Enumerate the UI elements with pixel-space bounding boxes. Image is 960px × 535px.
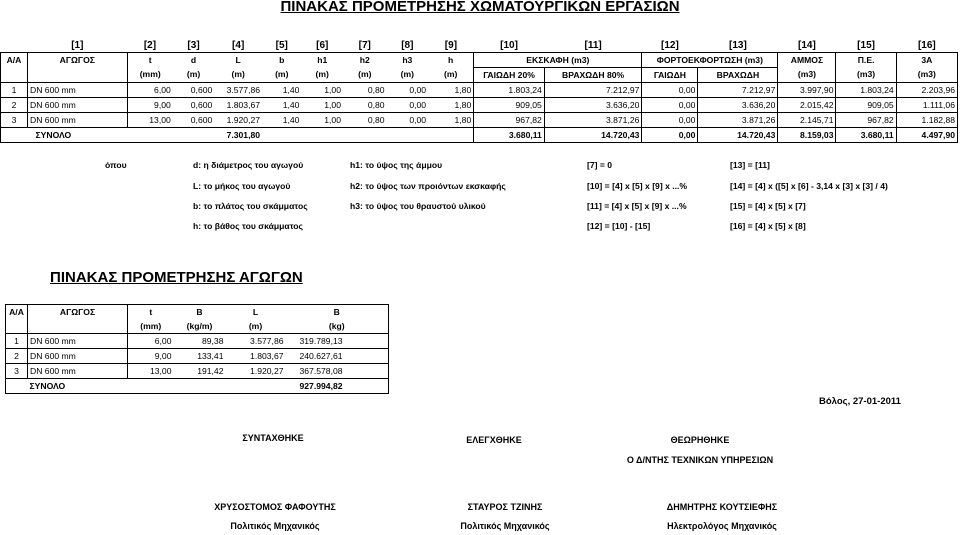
col-num: [9]: [444, 39, 458, 51]
cell-agogos: DN 600 mm: [27, 113, 127, 128]
table-row: [1, 113, 958, 128]
cell: 1,40: [262, 98, 301, 113]
cell-agogos: DN 600 mm: [27, 83, 127, 98]
units-row: [1, 68, 958, 83]
signature-role: Πολιτικός Μηχανικός: [230, 521, 320, 531]
cell: 967,82: [836, 113, 896, 128]
unit-cell: (m): [428, 68, 474, 83]
cell: 909,05: [474, 98, 545, 113]
place-date: Βόλος, 27-01-2011: [819, 396, 901, 407]
cell: 0,80: [343, 113, 387, 128]
cell: 89,38: [174, 334, 226, 349]
cell: 3.871,26: [698, 113, 778, 128]
header-h: h: [428, 53, 474, 68]
cell-aa: 1: [6, 334, 28, 349]
cell: 240.627,61: [286, 349, 389, 364]
cell: 3.997,90: [778, 83, 836, 98]
header-ammos: ΑΜΜΟΣ: [778, 53, 836, 68]
total-label: ΣΥΝΟΛΟ: [27, 128, 127, 143]
table-row: [1, 83, 958, 98]
col-num: [13]: [729, 39, 747, 51]
cell: 7.212,97: [544, 83, 642, 98]
cell: 0,00: [387, 83, 429, 98]
cell: 0,600: [173, 98, 215, 113]
header-B: B: [174, 305, 226, 320]
cell: 1.920,27: [226, 364, 286, 379]
cell: 367.578,08: [286, 364, 389, 379]
cell: 1,80: [428, 83, 474, 98]
legend-formula: [7] = 0: [587, 160, 613, 170]
cell: 2.203,96: [896, 83, 957, 98]
unit-cell: (mm): [127, 68, 173, 83]
cell: 6,00: [128, 334, 174, 349]
total-cell: 8.159,03: [778, 128, 836, 143]
cell-aa: 1: [1, 83, 28, 98]
col-num: [7]: [358, 39, 371, 51]
section-title: ΠΙΝΑΚΑΣ ΠΡΟΜΕΤΡΗΣΗΣ ΑΓΩΓΩΝ: [50, 269, 303, 286]
cell: 3.577,86: [214, 83, 262, 98]
legend-line: h1: το ύψος της άμμου: [350, 160, 443, 170]
total-length: 7.301,80: [214, 128, 262, 143]
col-num: [11]: [584, 39, 602, 51]
cell: 319.789,13: [286, 334, 389, 349]
total-value: 927.994,82: [286, 379, 389, 394]
signature-name: ΔΗΜΗΤΡΗΣ ΚΟΥΤΣΙΕΦΗΣ: [666, 502, 778, 512]
cell: 2.015,42: [778, 98, 836, 113]
unit-cell: (m3): [778, 68, 836, 83]
table-row: [6, 334, 389, 349]
legend-formula: [14] = [4] x ([5] x [6] - 3,14 x [3] x [3] / 4): [730, 181, 888, 191]
unit-cell: (m): [262, 68, 301, 83]
header-L: L: [214, 53, 262, 68]
total-row: [6, 379, 389, 394]
subheader-vraxodi: ΒΡΑΧΩΔΗ: [698, 68, 778, 83]
legend-line: h3: το ύψος του θραυστού υλικού: [350, 201, 486, 211]
cell: 1.182,88: [896, 113, 957, 128]
cell: 9,00: [128, 349, 174, 364]
legend-line: b: το πλάτος του σκάμματος: [193, 201, 308, 211]
cell: 909,05: [836, 98, 896, 113]
legend-line: h: το βάθος του σκάμματος: [193, 221, 304, 231]
cell: 0,80: [343, 83, 387, 98]
col-num: [6]: [316, 39, 329, 51]
signature-label-compiled: ΣΥΝΤΑΧΘΗΚΕ: [242, 433, 304, 443]
legend-line: d: η διάμετρος του αγωγού: [193, 160, 304, 170]
column-number-row: [1, 38, 958, 53]
cell-agogos: DN 600 mm: [28, 364, 128, 379]
header-fortoekfortosi: ΦΟΡΤΟΕΚΦΟΡΤΩΣΗ (m3): [642, 53, 778, 68]
total-cell: 14.720,43: [544, 128, 642, 143]
col-num: [2]: [143, 39, 157, 51]
signature-directorate: Ο Δ/ΝΤΗΣ ΤΕΧΝΙΚΩΝ ΥΠΗΡΕΣΙΩΝ: [626, 455, 774, 465]
page-title: ΠΙΝΑΚΑΣ ΠΡΟΜΕΤΡΗΣΗΣ ΧΩΜΑΤΟΥΡΓΙΚΩΝ ΕΡΓΑΣΙΩΝ: [280, 0, 680, 15]
units-row: [6, 319, 389, 334]
cell: 1.803,67: [226, 349, 286, 364]
table-row: [6, 349, 389, 364]
header-h1: h1: [301, 53, 343, 68]
cell: 0,00: [642, 83, 698, 98]
table-row: [1, 98, 958, 113]
cell: 133,41: [174, 349, 226, 364]
cell: 1,00: [301, 83, 343, 98]
header-d: d: [173, 53, 215, 68]
cell: 1,40: [262, 113, 301, 128]
header-t: t: [127, 53, 173, 68]
header-t: t: [128, 305, 174, 320]
cell: 0,600: [173, 83, 215, 98]
cell-aa: 2: [1, 98, 28, 113]
table-row: [6, 364, 389, 379]
pipes-table: [5, 304, 389, 394]
legend-opou: όπου: [105, 160, 127, 170]
col-num: [14]: [798, 39, 816, 51]
col-num: [16]: [917, 39, 936, 51]
cell-aa: 3: [1, 113, 28, 128]
cell: 9,00: [127, 98, 173, 113]
unit-cell: (m): [387, 68, 429, 83]
cell: 7.212,97: [698, 83, 778, 98]
cell-agogos: DN 600 mm: [27, 98, 127, 113]
cell: 1.111,06: [896, 98, 957, 113]
unit-cell: (m): [214, 68, 262, 83]
header-B-total: B: [286, 305, 389, 320]
header-h3: h3: [387, 53, 429, 68]
cell: 0,00: [387, 98, 429, 113]
col-num: [1]: [71, 39, 84, 51]
cell: 13,00: [128, 364, 174, 379]
cell-agogos: DN 600 mm: [28, 334, 128, 349]
header-row: [6, 305, 389, 320]
cell-aa: 3: [6, 364, 28, 379]
col-num: [4]: [232, 39, 245, 51]
cell: 0,600: [173, 113, 215, 128]
cell: 1,40: [262, 83, 301, 98]
signature-label-checked: ΕΛΕΓΧΘΗΚΕ: [466, 435, 522, 445]
cell: 0,00: [642, 113, 698, 128]
total-label: ΣΥΝΟΛΟ: [28, 379, 128, 394]
cell: 3.577,86: [226, 334, 286, 349]
col-num: [10]: [500, 39, 518, 51]
earthworks-table: [0, 38, 958, 143]
signature-role: Πολιτικός Μηχανικός: [460, 521, 550, 531]
cell: 191,42: [174, 364, 226, 379]
unit-cell: (kg): [286, 319, 389, 334]
total-cell: 4.497,90: [896, 128, 957, 143]
cell: 1.803,24: [836, 83, 896, 98]
total-row: [1, 128, 958, 143]
cell: 1.803,67: [214, 98, 262, 113]
col-num: [12]: [661, 39, 679, 51]
unit-cell: (m): [226, 319, 286, 334]
unit-cell: (kg/m): [174, 319, 226, 334]
legend-line: h2: το ύψος των προιόντων εκσκαφής: [350, 181, 506, 191]
cell: 0,00: [387, 113, 429, 128]
cell: 0,80: [343, 98, 387, 113]
legend-formula: [13] = [11]: [730, 160, 770, 170]
col-num: [5]: [275, 39, 288, 51]
total-cell: 3.680,11: [474, 128, 545, 143]
header-h2: h2: [343, 53, 387, 68]
subheader-gaiodi: ΓΑΙΩΔΗ: [642, 68, 698, 83]
header-aa: Α/Α: [1, 53, 28, 68]
header-3a: 3Α: [896, 53, 957, 68]
cell: 6,00: [127, 83, 173, 98]
header-L: L: [226, 305, 286, 320]
header-b: b: [262, 53, 301, 68]
cell: 1.920,27: [214, 113, 262, 128]
legend-formula: [16] = [4] x [5] x [8]: [730, 221, 806, 231]
signature-name: ΣΤΑΥΡΟΣ ΤΖΙΝΗΣ: [467, 502, 543, 512]
header-ekskafi: ΕΚΣΚΑΦΗ (m3): [474, 53, 642, 68]
header-agogos: ΑΓΩΓΟΣ: [28, 305, 128, 320]
legend-formula: [12] = [10] - [15]: [587, 221, 651, 231]
unit-cell: (m3): [896, 68, 957, 83]
cell-aa: 2: [6, 349, 28, 364]
cell: 2.145,71: [778, 113, 836, 128]
header-row: [1, 53, 958, 68]
cell: 1,00: [301, 113, 343, 128]
cell: 3.871,26: [544, 113, 642, 128]
cell: 13,00: [127, 113, 173, 128]
unit-cell: (mm): [128, 319, 174, 334]
total-cell: 3.680,11: [836, 128, 896, 143]
total-cell: 0,00: [642, 128, 698, 143]
header-aa: Α/Α: [6, 305, 28, 320]
signature-label-approved: ΘΕΩΡΗΘΗΚΕ: [670, 435, 730, 445]
cell: 1.803,24: [474, 83, 545, 98]
unit-cell: (m): [301, 68, 343, 83]
header-agogos: ΑΓΩΓΟΣ: [27, 53, 127, 68]
cell: 0,00: [642, 98, 698, 113]
legend-formula: [15] = [4] x [5] x [7]: [730, 201, 806, 211]
total-cell: 14.720,43: [698, 128, 778, 143]
signature-name: ΧΡΥΣΟΣΤΟΜΟΣ ΦΑΦΟΥΤΗΣ: [214, 502, 336, 512]
col-num: [3]: [187, 39, 200, 51]
header-pe: Π.Ε.: [836, 53, 896, 68]
unit-cell: (m): [343, 68, 387, 83]
legend-line: L: το μήκος του αγωγού: [193, 181, 291, 191]
cell: 1,00: [301, 98, 343, 113]
legend-formula: [10] = [4] x [5] x [9] x ...%: [587, 181, 688, 191]
cell: 3.636,20: [544, 98, 642, 113]
subheader-gaiodi-20: ΓΑΙΩΔΗ 20%: [474, 68, 545, 83]
unit-cell: (m): [173, 68, 215, 83]
cell: 1,80: [428, 113, 474, 128]
cell-agogos: DN 600 mm: [28, 349, 128, 364]
cell: 1,80: [428, 98, 474, 113]
col-num: [15]: [857, 39, 875, 51]
signature-role: Ηλεκτρολόγος Μηχανικός: [667, 521, 777, 531]
unit-cell: (m3): [836, 68, 896, 83]
col-num: [8]: [401, 39, 414, 51]
legend-formula: [11] = [4] x [5] x [9] x ...%: [587, 201, 687, 211]
cell: 3.636,20: [698, 98, 778, 113]
cell: 967,82: [474, 113, 545, 128]
subheader-vraxodi-80: ΒΡΑΧΩΔΗ 80%: [544, 68, 642, 83]
